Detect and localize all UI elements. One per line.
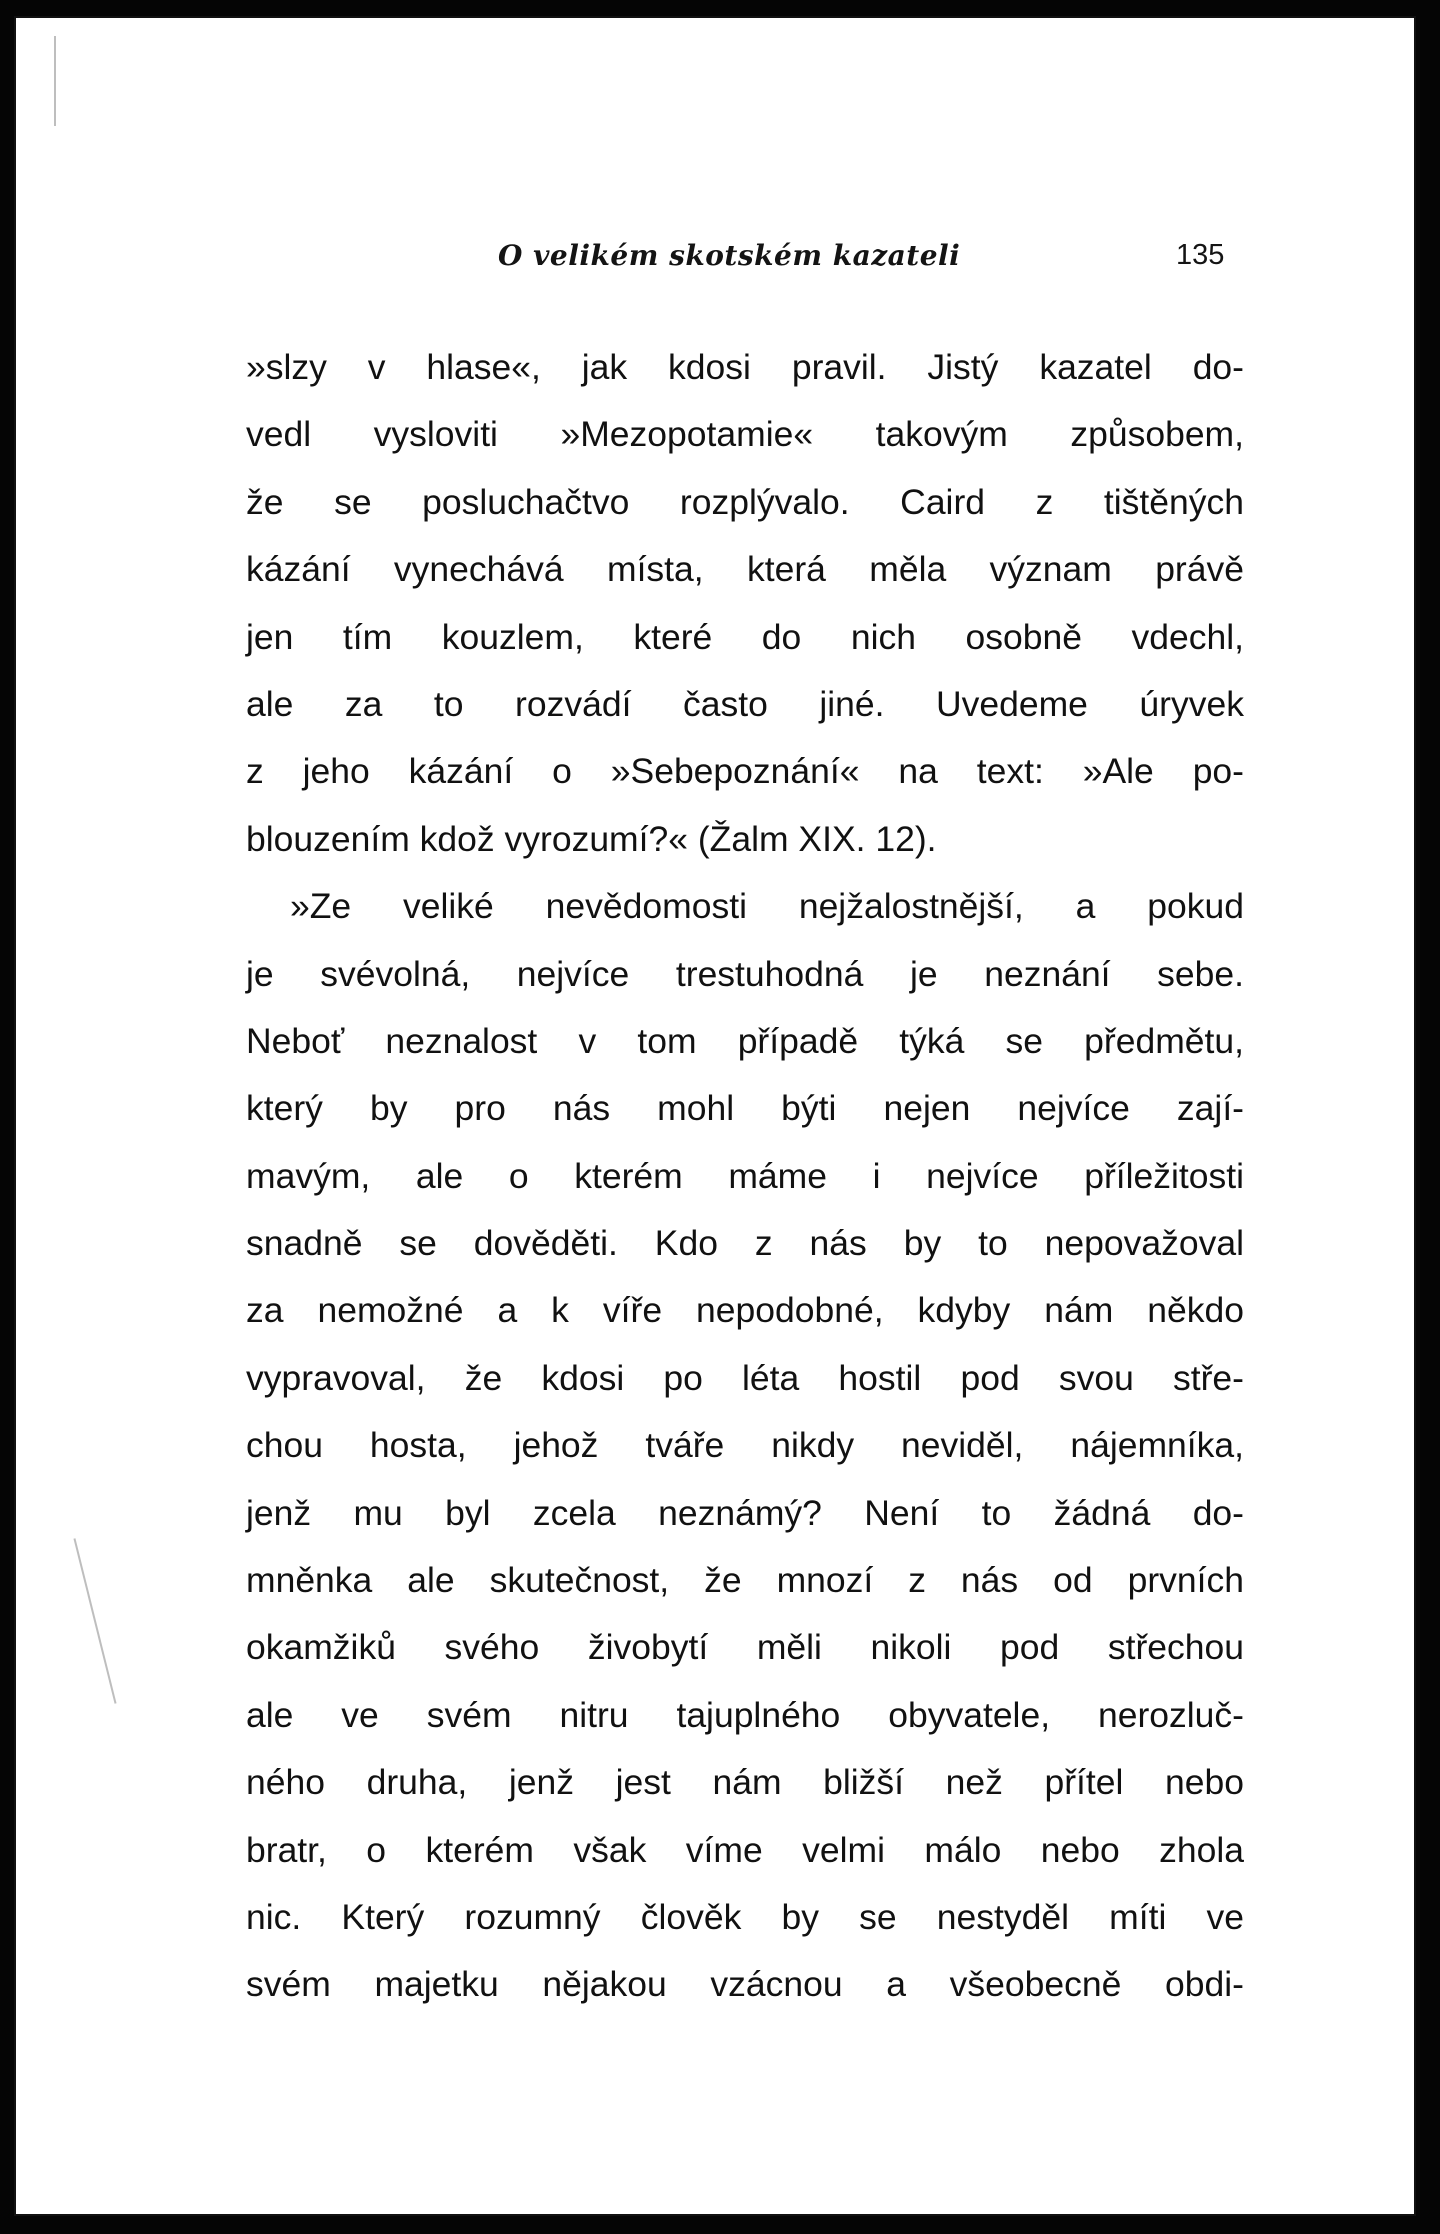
- text-line: okamžiků svého živobytí měli nikoli pod střechou: [246, 1627, 1244, 1668]
- text-line: Neboť neznalost v tom případě týká se předmětu,: [246, 1020, 1244, 1061]
- text-line: bratr, o kterém však víme velmi málo nebo zhola: [246, 1829, 1244, 1870]
- body-text: [246, 334, 1244, 2019]
- text-line: snadně se dověděti. Kdo z nás by to nepovažoval: [246, 1223, 1244, 1264]
- text-line: blouzením kdož vyrozumí?« (Žalm XIX. 12).: [246, 818, 937, 859]
- text-line: ného druha, jenž jest nám bližší než přítel nebo: [246, 1762, 1244, 1803]
- text-line: je svévolná, nejvíce trestuhodná je neznání sebe.: [246, 953, 1244, 994]
- text-line: svém majetku nějakou vzácnou a všeobecně obdi-: [246, 1964, 1244, 2005]
- text-line: za nemožné a k víře nepodobné, kdyby nám někdo: [246, 1290, 1244, 1331]
- book-page: [14, 16, 1416, 2216]
- page-number: 135: [1176, 239, 1225, 271]
- running-title: O velikém skotském kazateli: [498, 239, 961, 272]
- text-line: který by pro nás mohl býti nejen nejvíce zají-: [246, 1088, 1244, 1129]
- running-head: [14, 239, 1416, 279]
- text-line: mavým, ale o kterém máme i nejvíce příležitosti: [246, 1155, 1244, 1196]
- page-crease-left: [73, 1538, 116, 1703]
- text-line: mněnka ale skutečnost, že mnozí z nás od prvních: [246, 1560, 1244, 1601]
- text-line: chou hosta, jehož tváře nikdy neviděl, nájemníka,: [246, 1425, 1244, 1466]
- text-line: kázání vynechává místa, která měla význam právě: [246, 549, 1244, 590]
- text-line: z jeho kázání o »Sebepoznání« na text: »Ale po-: [246, 751, 1244, 792]
- text-line: nic. Který rozumný člověk by se nestyděl míti ve: [246, 1896, 1244, 1937]
- text-line: vypravoval, že kdosi po léta hostil pod svou stře-: [246, 1357, 1244, 1398]
- text-line: vedl vysloviti »Mezopotamie« takovým způsobem,: [246, 414, 1244, 455]
- text-line: »slzy v hlase«, jak kdosi pravil. Jistý kazatel do-: [246, 347, 1244, 387]
- text-line: že se posluchačtvo rozplývalo. Caird z tištěných: [246, 481, 1244, 522]
- text-line: ale za to rozvádí často jiné. Uvedeme úryvek: [246, 683, 1244, 724]
- text-line: »Ze veliké nevědomosti nejžalostnější, a pokud: [290, 886, 1244, 927]
- text-line: jen tím kouzlem, které do nich osobně vdechl,: [246, 616, 1244, 657]
- text-line: jenž mu byl zcela neznámý? Není to žádná do-: [246, 1492, 1244, 1533]
- page-crease-top: [54, 36, 56, 126]
- text-line: ale ve svém nitru tajuplného obyvatele, nerozluč-: [246, 1694, 1244, 1735]
